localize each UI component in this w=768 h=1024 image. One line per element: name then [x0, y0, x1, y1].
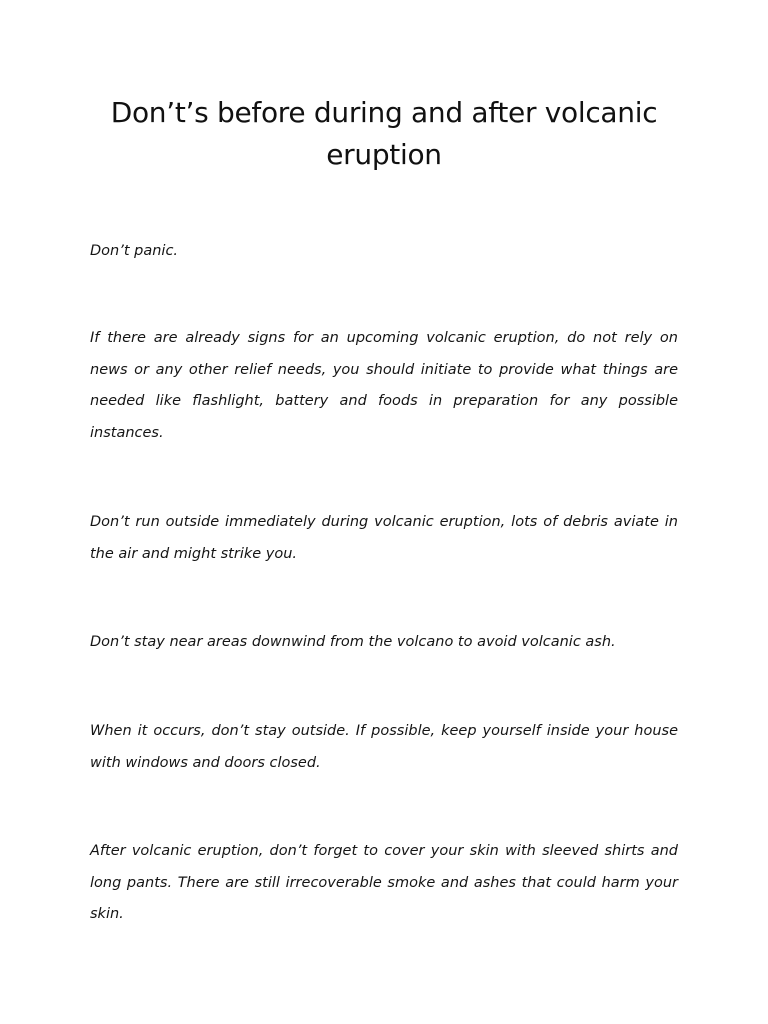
paragraph-dont-panic: Don’t panic.: [90, 243, 179, 259]
document-title: Don’t’s before during and after volcanic eruption: [110, 96, 658, 171]
paragraph-stay-inside: When it occurs, don’t stay outside. If possible, keep yourself inside your house with windows and doors closed.: [90, 723, 678, 771]
paragraph-prepare-supplies: If there are already signs for an upcoming volcanic eruption, do not rely on news or any other relief needs, you should initiate to provide what things are needed like flashlight, battery and foods in preparation for any possible instances.: [90, 330, 678, 441]
paragraph-dont-run-outside: Don’t run outside immediately during volcanic eruption, lots of debris aviate in the air and might strike you.: [90, 514, 678, 562]
paragraph-avoid-downwind: Don’t stay near areas downwind from the volcano to avoid volcanic ash.: [90, 634, 616, 650]
paragraph-cover-skin: After volcanic eruption, don’t forget to cover your skin with sleeved shirts and long pants. There are still irrecoverable smoke and ashes that could harm your skin.: [90, 843, 678, 922]
